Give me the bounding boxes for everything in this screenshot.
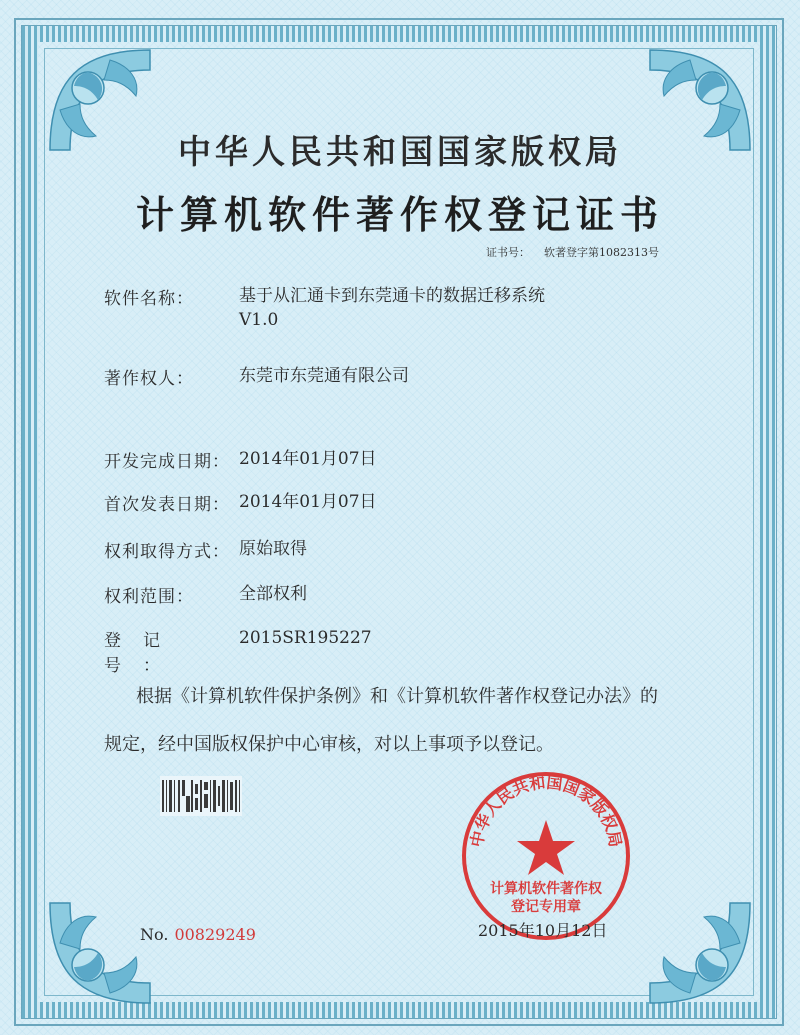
ornament-corner-icon: [40, 893, 160, 1013]
statement-line-1: 根据《计算机软件保护条例》和《计算机软件著作权登记办法》的: [136, 686, 658, 707]
field-label: 著作权人：: [104, 369, 194, 389]
seal-line-2: 登记专用章: [511, 899, 581, 915]
field-value: 2014年01月07日: [239, 449, 377, 469]
certificate-number-value: 软著登字第1082313号: [544, 246, 659, 259]
field-registration-number: [104, 626, 659, 676]
field-value: 东莞市东莞通有限公司: [239, 366, 409, 386]
ornament-corner-icon: [640, 893, 760, 1013]
field-copyright-holder: [104, 364, 659, 389]
field-software-name: [104, 284, 659, 332]
field-label: 登记号：: [104, 631, 182, 676]
field-label: 软件名称：: [104, 289, 194, 309]
field-value: 原始取得: [239, 539, 307, 559]
field-value: 2014年01月07日: [239, 492, 377, 512]
field-label: 权利取得方式：: [104, 542, 230, 562]
field-rights-scope: [104, 582, 659, 607]
field-label: 权利范围：: [104, 587, 194, 607]
software-name-line1: 基于从汇通卡到东莞通卡的数据迁移系统: [239, 286, 545, 306]
statement-line-2: 规定，经中国版权保护中心审核，对以上事项予以登记。: [104, 734, 554, 755]
seal-arc-text: 中华人民共和国国家版权局: [466, 772, 626, 849]
field-value: [239, 284, 659, 332]
certificate-title: 计算机软件著作权登记证书: [135, 192, 664, 237]
software-name-line2: V1.0: [239, 310, 279, 330]
field-acquisition-method: [104, 537, 659, 562]
certificate-number: [486, 244, 659, 260]
field-label: 开发完成日期：: [104, 452, 230, 472]
field-value: 2015SR195227: [239, 628, 372, 648]
seal-star-icon: [517, 820, 575, 875]
serial-number: [140, 925, 256, 944]
serial-label: No.: [140, 925, 169, 944]
issue-date: 2015年10月12日: [478, 921, 608, 940]
field-label: 首次发表日期：: [104, 495, 230, 515]
field-value: 全部权利: [239, 584, 307, 604]
serial-value: 00829249: [174, 925, 256, 944]
certificate-number-label: 证书号：: [486, 246, 530, 259]
seal-line-1: 计算机软件著作权: [490, 881, 602, 897]
field-development-date: [104, 447, 659, 472]
barcode-icon: [160, 776, 242, 816]
field-publication-date: [104, 490, 659, 515]
issuing-authority: 中华人民共和国国家版权局: [178, 132, 622, 171]
